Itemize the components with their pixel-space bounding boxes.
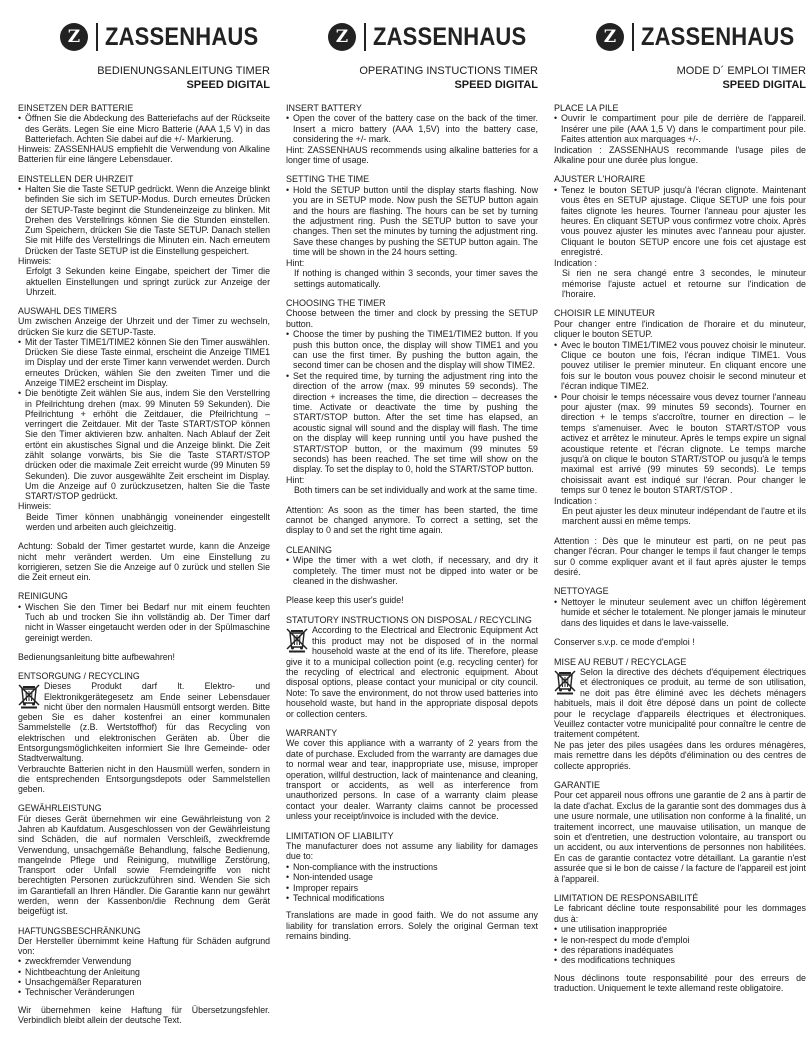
section-title: NETTOYAGE: [554, 586, 609, 597]
liability-items-list: [286, 862, 538, 904]
cleaning-items-list: [286, 555, 538, 586]
liability-items-list: [554, 924, 806, 966]
section-title: EINSTELLEN DER UHRZEIT: [18, 173, 134, 184]
intro-text: Der Hersteller übernimmt keine Haftung für Schäden aufgrund von:: [18, 935, 270, 957]
section-title: EINSETZEN DER BATTERIE: [18, 103, 134, 113]
brand-name: ZASSENHAUS: [104, 22, 258, 51]
section-title: PLACE LA PILE: [554, 103, 619, 113]
list-item: • zweckfremder Verwendung: [18, 956, 270, 966]
hint-label: Hint:: [286, 257, 305, 268]
list-item: • Non-compliance with the instructions: [286, 862, 538, 872]
battery-items-list: [554, 113, 806, 144]
section-cleaning: [554, 586, 806, 628]
brand-logo: [328, 22, 538, 52]
intro-text: Pour changer entre l'indication de l'horaire et du minuteur, cliquer le bouton SETUP.: [554, 318, 806, 340]
column-body: [554, 103, 806, 1003]
list-item: • Improper repairs: [286, 883, 538, 893]
intro-text: The manufacturer does not assume any liability for damages due to:: [286, 841, 538, 862]
keep-note: [18, 652, 270, 662]
section-title: CHOISIR LE MINUTEUR: [554, 308, 656, 319]
intro-text: Choose between the timer and clock by pressing the SETUP button.: [286, 308, 538, 329]
brand-logo: [596, 22, 806, 52]
section-warranty: [286, 728, 538, 822]
column-de: [18, 0, 270, 1055]
list-item: • le non-respect du mode d'emploi: [554, 935, 806, 945]
column-fr: [554, 0, 806, 1055]
list-item: • Öffnen Sie die Abdeckung des Batteriefachs auf der Rückseite des Geräts. Legen Sie eine Micro Batterie (AAA 1,5 V) in das Batteriefach. Achten Sie dabei auf die +/- Markierung.: [18, 113, 270, 144]
section-timer: [554, 308, 806, 527]
logo-divider: [364, 23, 366, 51]
warranty-text: We cover this appliance with a warranty of 2 years from the date of purchase. Excluded from the warranty are damages due to normal wear and tear, inappropriate use, misuse, improper operation, willful destruction, lack of maintenance and cleaning, transport or accidents, as well as interference from unauthorized persons. In case of a warranty claim please contact your dealer. Warranty claims cannot be processed unless your receipt/invoice is included with the device.: [286, 738, 538, 822]
section-liability: [554, 893, 806, 994]
logo-divider: [96, 23, 98, 51]
logo-mark-icon: Z: [328, 23, 356, 51]
section-title: GARANTIE: [554, 779, 601, 790]
keep-note: [554, 637, 806, 647]
timer-items-list: [554, 340, 806, 496]
logo-mark-icon: Z: [60, 23, 88, 51]
hint-text: Si rien ne sera changé entre 3 secondes, le minuteur mémorise l'ajuste actuel et retourne sur l'indication de l'horaire.: [562, 268, 806, 299]
section-title: WARRANTY: [286, 727, 338, 738]
disposal-text: According to the Electrical and Electronic Equipment Act this product may not be disposed of in the normal household waste at the end of its life. Therefore, please give it to a municipal collection point (e.g. recycling center) for the recycling of electrical and electronic equipment. About disposal options, please contact your municipal or city council. Note: To save the environment, do not throw used batteries into household waste, but hand in the appropriate disposal depots or collection centers.: [286, 625, 538, 719]
hint-text: Erfolgt 3 Sekunden keine Eingabe, speichert der Timer die aktuellen Einstellungen und springt zurück zur Anzeige der Uhrzeit.: [26, 266, 270, 297]
keep-note: [286, 595, 538, 605]
list-item: • Mit der Taster TIME1/TIME2 können Sie den Timer auswählen. Drücken Sie diese Taste einmal, erscheint die Anzeige TIME1 im Display und der erste Timer kann verwendet werden. Durch erneutes Drücken, wählen Sie den zweiten Timer und die Anzeige TIME2 erscheint im Display.: [18, 337, 270, 388]
outro-text: Nous déclinons toute responsabilité pour des erreurs de traduction. Uniquement le texte allemand reste obligatoire.: [554, 972, 806, 994]
attention-text: Attention : Dès que le minuteur est parti, on ne peut pas changer l'écran. Pour changer le temps il faut changer le temps sur 0 comme expliquer avant et il faut après ajuster le temps desiré.: [554, 535, 806, 578]
disposal-text: Selon la directive des déchets d'équipement électriques et électroniques ce produit, au terme de son utilisation, ne doit pas être éliminé avec les déchets ménagers habituels, mais il doit être déposé dans un point de collecte pour le recyclage d'appareils électriques et électroniques. Veuillez contacter votre municipalité pour connaître le centre de traitement compétent.: [554, 666, 806, 740]
section-title: ENTSORGUNG / RECYCLING: [18, 671, 140, 682]
cleaning-items-list: [554, 597, 806, 628]
list-item: • Hold the SETUP button until the display starts flashing. Now you are in SETUP mode. Now push the SETUP button again and the hours are flashing. The hours can be set by turning the adjustment ring. Push the SETUP button to save your changes. Then set the minutes by turning the adjustment ring. Save these changes by pushing the SETUP button again. The time will be shown in the 24 hours setting.: [286, 185, 538, 258]
attention-note: [286, 505, 538, 536]
section-title: SETTING THE TIME: [286, 174, 370, 185]
section-cleaning: [286, 545, 538, 587]
hint-text: Both timers can be set individually and work at the same time.: [294, 485, 538, 496]
section-title: LIMITATION DE RESPONSABILITÉ: [554, 893, 699, 904]
battery-items-list: [286, 113, 538, 144]
hint-label: Indication :: [554, 257, 597, 268]
timer-items-list: [286, 329, 538, 475]
hint-label: Indication :: [554, 495, 597, 506]
disposal-text: Ne pas jeter des piles usagées dans les ordures ménagères, mais remettre dans les dépôts d'élimination ou des centres de collecte appropriés.: [554, 739, 806, 771]
hint-label: Hint:: [286, 474, 305, 485]
list-item: • Nettoyer le minuteur seulement avec un chiffon légèrement humide et sécher le totalement. Ne plonger jamais le minuteur dans des liquides et dans le lave-vaisselle.: [554, 597, 806, 628]
hint-label: Hinweis:: [18, 501, 52, 512]
hint-text: Beide Timer können unabhängig voneinender eingestellt werden und arbeiten auch gleichzeitig.: [26, 511, 270, 532]
hint-text: En peut ajuster les deux minuteur indépendant de l'autre et ils marchent aussi en même temps.: [562, 506, 806, 527]
list-item: • Avec le bouton TIME1/TIME2 vous pouvez choisir le minuteur. Clique ce bouton une fois, l'écran indique TIME1. Vous pouvez utiliser le premier minuteur. En cliquant encore une fois sur le bouton vous pouvez choisir le second minuteur et l'écran indique TIME2.: [554, 340, 806, 392]
timer-items-list: [18, 337, 270, 502]
brand-logo: [60, 22, 270, 52]
section-disposal: [18, 671, 270, 794]
clock-items-list: [286, 185, 538, 258]
section-timer: [286, 298, 538, 496]
doc-title: BEDIENUNGSANLEITUNG TIMER: [97, 65, 270, 77]
section-liability: [286, 831, 538, 942]
liability-items-list: [18, 956, 270, 997]
list-item: • Wischen Sie den Timer bei Bedarf nur mit einem feuchten Tuch ab und trocken Sie ihn vollständig ab. Der Timer darf nicht in Wasser eingetaucht werden oder in der Spülmaschine gereinigt werden.: [18, 602, 270, 643]
weee-bin-icon: [286, 627, 308, 653]
weee-bin-icon: [18, 683, 40, 709]
outro-text: Wir übernehmen keine Haftung für Übersetzungsfehler. Verbindlich bleibt allein der deutsche Text.: [18, 1004, 270, 1025]
list-item: • Wipe the timer with a wet cloth, if necessary, and dry it completely. The timer must not be dipped into water or be cleaned in the dishwasher.: [286, 555, 538, 586]
intro-text: Um zwischen Anzeige der Uhrzeit und der Timer zu wechseln, drücken Sie kurz die SETUP-Taste.: [18, 316, 270, 337]
intro-text: Le fabricant décline toute responsabilité pour les dommages dus à:: [554, 903, 806, 924]
disposal-text: Verbrauchte Batterien nicht in den Hausmüll werfen, sondern in die entsprechenden Entsorgungsdepots oder Sammelstellen geben.: [18, 763, 270, 795]
section-title: GEWÄHRLEISTUNG: [18, 803, 102, 814]
logo-mark-icon: Z: [596, 23, 624, 51]
hint-label: Hinweis:: [18, 255, 52, 266]
clock-items-list: [554, 185, 806, 258]
cleaning-items-list: [18, 602, 270, 643]
list-item: • Halten Sie die Taste SETUP gedrückt. Wenn die Anzeige blinkt befinden Sie sich im SETUP-Modus. Durch erneutes Drücken der SETUP-Taste beginnt die Stundeneinzeige zu blinken. Mit Drehen des Verstellrings können Sie die Stunden einstellen. Zum Speichern, drücken Sie die Taste SETUP. Danach stellen Sie mit Hilfe des Verstellrings die Minuten ein. Nach erneutem Drücken der Taste SETUP ist die Einstellung gespeichert.: [18, 184, 270, 256]
section-title: HAFTUNGSBESCHRÄNKUNG: [18, 925, 141, 936]
list-item: • Choose the timer by pushing the TIME1/TIME2 button. If you push this button once, the display will show TIME1 and you can use the first timer. By pushing the button again, the second timer can be chosen and the display will show TIME2.: [286, 329, 538, 371]
product-name: SPEED DIGITAL: [186, 79, 270, 91]
section-battery: [286, 103, 538, 165]
attention-note: [554, 536, 806, 578]
list-item: • Unsachgemäßer Reparaturen: [18, 977, 270, 987]
section-title: INSERT BATTERY: [286, 103, 362, 113]
hint-text: If nothing is changed within 3 seconds, your timer saves the settings automatically.: [294, 268, 538, 289]
list-item: • Technical modifications: [286, 893, 538, 903]
hint-text: Hinweis: ZASSENHAUS empfiehlt die Verwendung von Alkaline Batterien für eine längere Lebensdauer.: [18, 144, 270, 165]
list-item: • Ouvrir le compartiment pour pile de derrière de l'appareil. Insérer une pile (AAA 1,5 V) dans le compartiment pour pile. Faites attention aux marquages +/-.: [554, 113, 806, 144]
list-item: • Nichtbeachtung der Anleitung: [18, 967, 270, 977]
attention-text: Achtung: Sobald der Timer gestartet wurde, kann die Anzeige nicht mehr verändert werden. Um eine Einstellung zu korrigieren, setzen Sie die Anzeige auf 0 zurück und stellen Sie die Zeit erneut ein.: [18, 541, 270, 583]
section-disposal: [286, 615, 538, 719]
section-title: REINIGUNG: [18, 591, 68, 602]
keep-text: Please keep this user's guide!: [286, 595, 404, 606]
section-clock: [554, 174, 806, 299]
section-title: LIMITATION OF LIABILITY: [286, 830, 394, 841]
section-disposal: [554, 657, 806, 771]
column-en: [286, 0, 538, 1055]
product-name: SPEED DIGITAL: [722, 79, 806, 91]
list-item: • des réparations inadéquates: [554, 945, 806, 955]
list-item: • Open the cover of the battery case on the back of the timer. Insert a micro battery (AAA 1,5V) into the battery case, considering the +/- mark.: [286, 113, 538, 144]
list-item: • Pour choisir le temps nécessaire vous devez tourner l'anneau pour ajuster (max. 99 minutes 59 seconds). Tourner en direction + le temps s'accroître, tourner en direction – le temps s'amenuiser. Avec le bouton START/STOP vous activez et arrêtez le minuteur. Après le temps expire un signal acoustique retente et l'écran clignote. Le temps marche jusqu'à on clique le bouton START/STOP ou jusqu'à le temps maximal est arrivé (99 minutes 59 seconds). Le temps choisissait avant est indiqué sur l'écran. Pour changer le temps sur 0 tenez le bouton START/STOP .: [554, 392, 806, 496]
section-title: AUSWAHL DES TIMERS: [18, 306, 117, 317]
brand-name: ZASSENHAUS: [640, 22, 794, 51]
list-item: • une utilisation inappropriée: [554, 924, 806, 934]
list-item: • Set the required time, by turning the adjustment ring into the direction of the arrow (max. 99 minutes 59 seconds). The direction + increases the time, die direction – decreases the time. Activate or deactivate the time by pushing the START/STOP button. After the set time has elapsed, an acoustic signal will sound and the display will flash. The time on the display will keep running until you have pushed the START/STOP button, or the maximum (99 minutes 59 seconds) has been reached. The set time will show on the display. To set the display to 0, hold the START/STOP button.: [286, 371, 538, 475]
weee-bin-icon: [554, 669, 576, 695]
section-title: AJUSTER L'HORAIRE: [554, 174, 646, 185]
attention-text: Attention: As soon as the timer has been started, the time cannot be changed anymore. To correct a setting, set the display to 0 and set the right time again.: [286, 504, 538, 536]
outro-text: Translations are made in good faith. We do not assume any liability for translation errors. Solely the original German text remains binding.: [286, 910, 538, 942]
clock-items-list: [18, 184, 270, 256]
section-liability: [18, 926, 270, 1026]
section-title: STATUTORY INSTRUCTIONS ON DISPOSAL / RECYCLING: [286, 614, 532, 625]
list-item: • Tenez le bouton SETUP jusqu'à l'écran clignote. Maintenant vous êtes en SETUP ajustage. Clique SETUP une fois pour faites clignote les heures. Tourner l'anneau pour ajuster les heures. En cliquant SETUP vous confirmez votre choix. Après vous pouvez ajuster les minutes avec l'anneau pour ajuster. Cliquant le bouton SETUP encore une fois cet ajustage est enregistré.: [554, 185, 806, 258]
section-title: CLEANING: [286, 544, 333, 555]
section-cleaning: [18, 591, 270, 642]
list-item: • Die benötigte Zeit wählen Sie aus, indem Sie den Verstellring in Pfeilrichtung drehen (max. 99 Minuten 59 Sekunden). Die Pfeilrichtung + erhöht die Zeitdauer, die Pfeilrichtung – verringert die Zeitdauer. Mit der Taste START/STOP können Sie den Timer aktivieren bzw. anhalten. Nach Ablauf der Zeit ertönt ein akustisches Signal und die Anzeige blinkt. Die Zeit zählt solange vorwärts, bis Sie die Taste START/STOP drücken oder die maximale Zeit erreicht wurde (99 Minuten 59 Sekunden). Die zuvor ausgewählte Zeit erscheint im Display. Um die Anzeige auf 0 zurückzusetzen, halten Sie die Taste START/STOP gedrückt.: [18, 388, 270, 501]
warranty-text: Pour cet appareil nous offrons une garantie de 2 ans à partir de la date d'achat. Exclus de la garantie sont des dommages dus à une usure normale, une utilisation non conforme à la finalité, un traitement incorrect, une mauvaise utilisation, un manque de soin et d'entretien, une destruction volontaire, au transport ou un accident, ou aux interventions de personnes non habilitées. En cas de garantie contactez votre détaillant. La garantie n'est assurée que si le bon de caisse / la facture de l'appareil est joint à l'appareil.: [554, 790, 806, 884]
list-item: • Non-intended usage: [286, 872, 538, 882]
section-clock: [18, 174, 270, 297]
section-warranty: [18, 803, 270, 916]
logo-divider: [632, 23, 634, 51]
column-body: [286, 103, 538, 951]
list-item: • des modifications techniques: [554, 955, 806, 965]
section-clock: [286, 174, 538, 288]
battery-items-list: [18, 113, 270, 144]
keep-text: Bedienungsanleitung bitte aufbewahren!: [18, 651, 175, 662]
disposal-text: Dieses Produkt darf lt. Elektro- und Elektronikgerätegesetz am Ende seiner Lebensdauer nicht über den normalen Hausmüll entsorgt werden. Bitte geben Sie es daher kostenfrei an einer kommunalen Sammelstelle (z.B. Wertstoffhof) für das Recycling von elektrischen und elektronischen Geräten ab. Über die Entsorgungsmöglichkeiten informiert Sie Ihre Gemeinde- oder Stadtverwaltung.: [18, 681, 270, 764]
product-name: SPEED DIGITAL: [454, 79, 538, 91]
doc-title: MODE D´ EMPLOI TIMER: [676, 65, 806, 77]
section-title: CHOOSING THE TIMER: [286, 297, 386, 308]
section-title: MISE AU REBUT / RECYCLAGE: [554, 656, 687, 667]
warranty-text: Für dieses Gerät übernehmen wir eine Gewährleistung von 2 Jahren ab Kaufdatum. Ausgeschlossen von der Gewährleistung sind Schäden, die auf normalen Verschleiß, zweckfremde Verwendung, unsachgemäße Behandlung, falsche Bedienung, mangelnde Pflege und Reinigung, mutwillige Zerstörung, Transport oder Unfall sowie Fremdeingriffe von nicht berechtigten Personen zurückzuführen sind. Wenden Sie sich im Garantiefall an Ihren Händler. Die Garantie kann nur gewährt werden, wenn der Kassenbon/die Rechnung dem Gerät beigefügt ist.: [18, 813, 270, 917]
section-timer: [18, 306, 270, 532]
keep-text: Conserver s.v.p. ce mode d'emploi !: [554, 637, 695, 648]
attention-note: [18, 541, 270, 582]
doc-title: OPERATING INSTUCTIONS TIMER: [359, 65, 538, 77]
section-battery: [18, 103, 270, 165]
brand-name: ZASSENHAUS: [372, 22, 526, 51]
list-item: • Technischer Veränderungen: [18, 987, 270, 997]
hint-text: Indication : ZASSENHAUS recommande l'usage piles de Alkaline pour une durée plus longue.: [554, 144, 806, 166]
column-body: [18, 103, 270, 1034]
hint-text: Hint: ZASSENHAUS recommends using alkaline batteries for a longer time of usage.: [286, 144, 538, 166]
section-battery: [554, 103, 806, 165]
section-warranty: [554, 780, 806, 884]
